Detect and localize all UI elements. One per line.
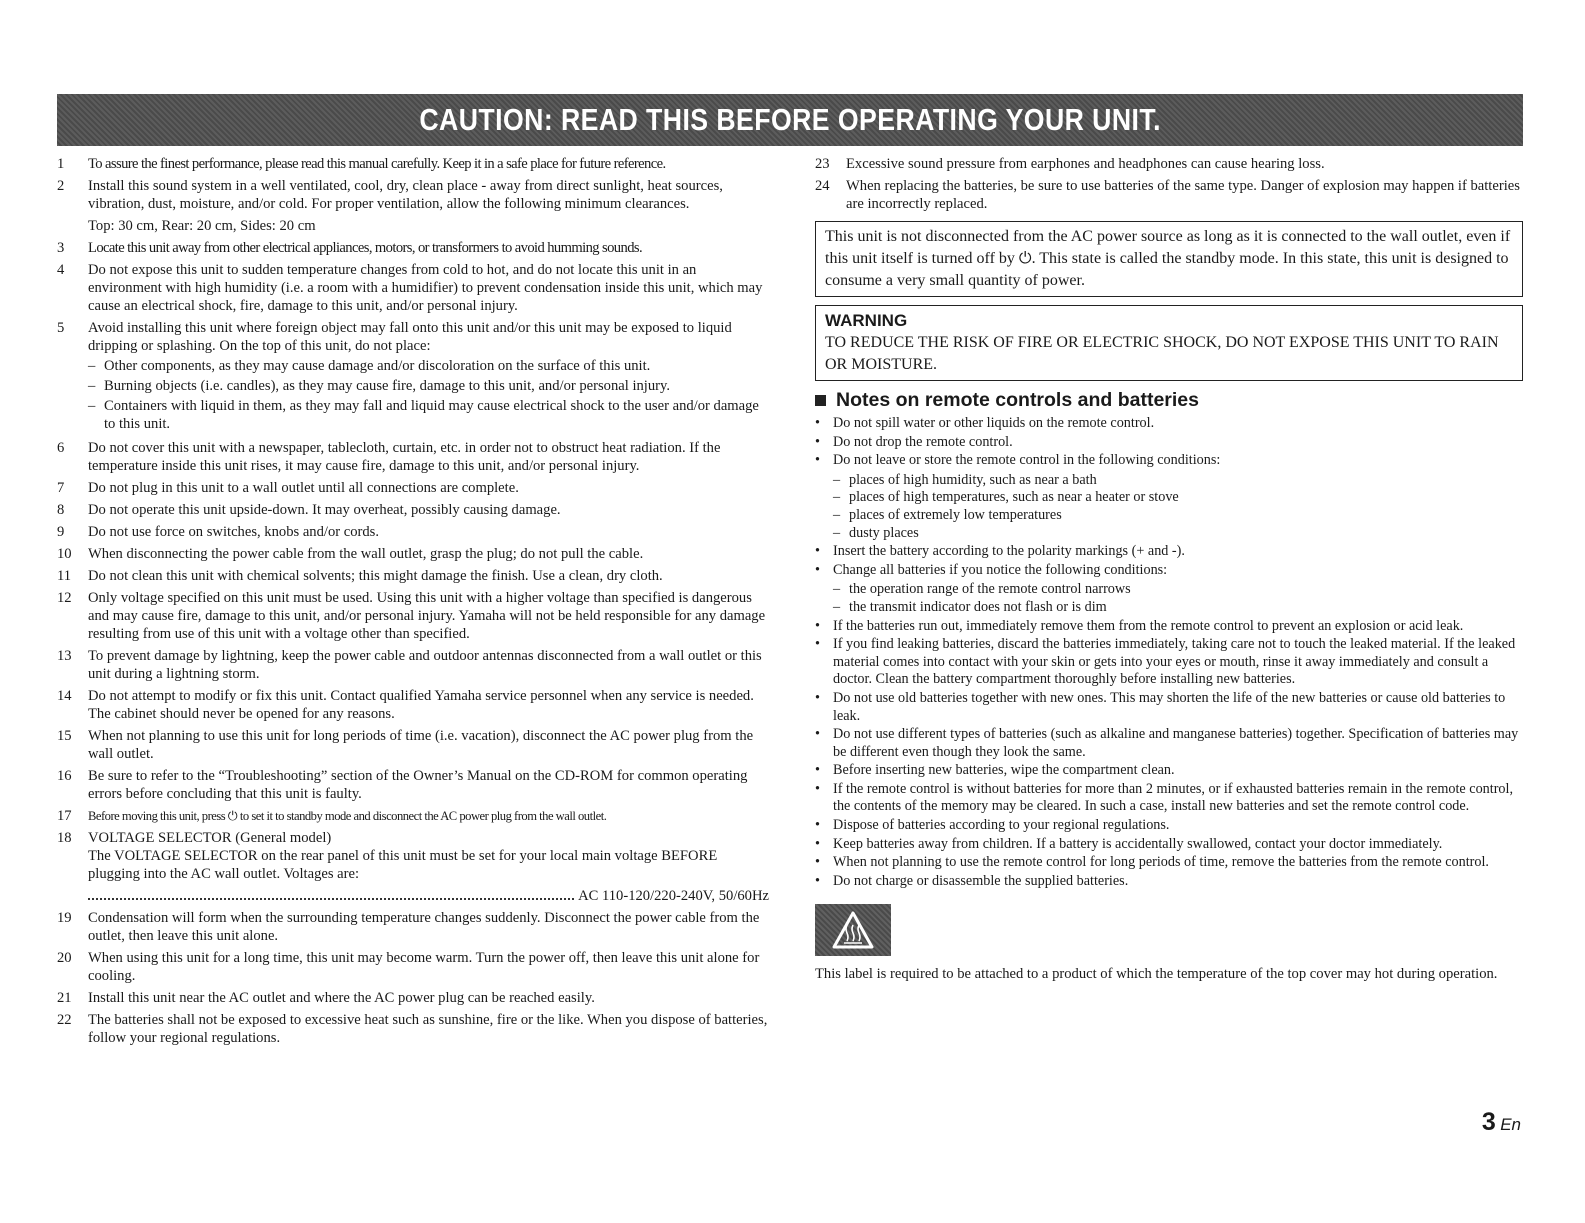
item-text: Only voltage specified on this unit must be used. Using this unit with a higher voltage than specified is dangerous and may cause fire, damage to this unit, and/or personal injury. Yamaha will not be held responsible for any damage resulting from use of this unit with a voltage other than specified. [88,590,766,642]
note-text: If you find leaking batteries, discard the batteries immediately, taking care not to touch the leaked material. If the leaked material comes into contact with your skin or gets into your eyes or mouth, rinse it away immediately and consult a doctor. Clean the battery compartment thoroughly before installing new batteries. [833,636,1516,688]
page-number [1482,1108,1521,1137]
item-text: Install this unit near the AC outlet and where the AC power plug can be reached easily. [88,990,595,1006]
sub-list-item: – dusty places [833,524,919,541]
page-language: En [1500,1115,1521,1134]
list-item [57,523,769,541]
list-item [57,647,769,683]
voltage-value: AC 110-120/220-240V, 50/60Hz [578,888,769,904]
item-number: 7 [57,480,65,496]
sub-list [88,357,769,433]
item-text: Locate this unit away from other electrical appliances, motors, or transformers to avoid humming sounds. [88,240,643,256]
sub-list-item: – Other components, as they may cause damage and/or discoloration on the surface of this unit. [88,358,651,374]
list-item: • Do not charge or disassemble the supplied batteries. [815,872,1129,889]
list-item: • Do not drop the remote control. [815,433,1013,450]
list-item [57,589,769,643]
list-item [57,949,769,985]
page-number-value: 3 [1481,1108,1496,1136]
sub-item-text: the operation range of the remote control narrows [849,581,1131,598]
list-item [57,807,769,825]
item-text: When replacing the batteries, be sure to use batteries of the same type. Danger of explosion may happen if batteries are incorrectly replaced. [846,178,1520,212]
item-text: Do not plug in this unit to a wall outlet until all connections are complete. [88,480,519,496]
standby-notice-box [815,221,1523,297]
item-number: 21 [57,990,72,1006]
list-item: • Keep batteries away from children. If a battery is accidentally swallowed, contact your doctor immediately. [815,835,1443,852]
note-text: Before inserting new batteries, wipe the compartment clean. [833,762,1175,779]
list-item [57,909,769,945]
note-text: When not planning to use the remote control for long periods of time, remove the batteries from the remote control. [833,854,1489,871]
list-item [57,767,769,803]
list-item: • Dispose of batteries according to your regional regulations. [815,817,1170,834]
list-item: • If the remote control is without batteries for more than 2 minutes, or if exhausted batteries remain in the remote control, the contents of the memory may be cleared. In such a case, install new batteries and set the remote control code. [815,781,1523,816]
sub-list [833,581,1167,616]
sub-item-text: Other components, as they may cause damage and/or discoloration on the surface of this unit. [104,358,651,374]
item-number: 17 [57,808,72,824]
item-number: 13 [57,648,72,664]
voltage-selector-text: The VOLTAGE SELECTOR on the rear panel of this unit must be set for your local main voltage BEFORE plugging into the AC wall outlet. Voltages are: [88,848,718,882]
list-item [57,155,769,173]
notes-list [815,415,1523,890]
list-item [57,567,769,585]
sub-item-text: dusty places [849,524,919,541]
note-text: Do not drop the remote control. [833,433,1013,450]
hot-surface-warning-icon [815,904,891,956]
list-item [57,261,769,315]
left-column [57,155,769,1051]
item-number: 22 [57,1012,72,1028]
item-number: 1 [57,156,65,172]
list-item: • When not planning to use the remote control for long periods of time, remove the batteries from the remote control. [815,854,1489,871]
sub-list-item: – Burning objects (i.e. candles), as they may cause fire, damage to this unit, and/or personal injury. [88,378,671,394]
heading-square-icon [815,395,826,406]
sub-item-text: places of high humidity, such as near a bath [849,471,1097,488]
item-text: Excessive sound pressure from earphones and headphones can cause hearing loss. [846,156,1325,172]
note-text: Change all batteries if you notice the following conditions: [833,561,1168,578]
item-number: 6 [57,440,65,456]
item-number: 11 [57,568,72,584]
item-number: 14 [57,688,72,704]
item-number: 2 [57,178,65,194]
list-item [57,439,769,475]
item-text: Condensation will form when the surrounding temperature changes suddenly. Disconnect the power cable from the outlet, then leave this unit alone. [88,910,760,944]
sub-list-item: – places of extremely low temperatures [833,506,1062,523]
item-number: 12 [57,590,72,606]
list-item [57,687,769,723]
sub-list-item: – the transmit indicator does not flash or is dim [833,598,1107,615]
item-text: Do not use force on switches, knobs and/or cords. [88,524,380,540]
list-item [57,501,769,519]
clearances-text: Top: 30 cm, Rear: 20 cm, Sides: 20 cm [88,218,316,234]
standby-notice-text: This unit is not disconnected from the AC power source as long as it is connected to the wall outlet, even if this unit itself is turned off by ⏻. This state is called the standby mode. In this state, this unit is designed to consume a very small quantity of power. [825,228,1511,289]
list-item [815,177,1523,213]
notes-heading [815,391,1523,409]
item-text: Do not clean this unit with chemical solvents; this might damage the finish. Use a clean, dry cloth. [88,568,663,584]
item-text: The batteries shall not be exposed to excessive heat such as sunshine, fire or the like. When you dispose of batteries, follow your regional regulations. [88,1012,768,1046]
item-text: VOLTAGE SELECTOR (General model) [88,830,332,846]
sub-item-text: places of high temperatures, such as near a heater or stove [849,489,1179,506]
item-number: 24 [815,178,830,194]
list-item [57,727,769,763]
note-text: If the remote control is without batteries for more than 2 minutes, or if exhausted batteries remain in the remote control, the contents of the memory may be cleared. In such a case, install new batteries and set the remote control code. [833,780,1514,815]
item-text: Do not cover this unit with a newspaper, tablecloth, curtain, etc. in order not to obstruct heat radiation. If the temperature inside this unit rises, it may cause fire, damage to this unit, and/or personal injury. [88,440,721,474]
warning-text: TO REDUCE THE RISK OF FIRE OR ELECTRIC SHOCK, DO NOT EXPOSE THIS UNIT TO RAIN OR MOISTURE. [825,334,1499,373]
list-item: • Change all batteries if you notice the following conditions: – the operation range of the remote control narrows – the transmit indicator does not flash or is dim [815,561,1168,615]
list-item [57,319,769,435]
sub-item-text: places of extremely low temperatures [849,506,1062,523]
item-text: Install this sound system in a well ventilated, cool, dry, clean place - away from direct sunlight, heat sources, vibration, dust, moisture, and/or cold. For proper ventilation, allow the following minimum clearances. [88,178,723,212]
list-item [815,155,1523,173]
list-item: • Do not use different types of batteries (such as alkaline and manganese batteries) together. Specification of batteries may be different even though they look the same. [815,726,1523,761]
item-number: 23 [815,156,830,172]
item-number: 20 [57,950,72,966]
sub-item-text: the transmit indicator does not flash or is dim [849,598,1107,615]
list-item: • Do not spill water or other liquids on the remote control. [815,415,1155,431]
note-text: Keep batteries away from children. If a battery is accidentally swallowed, contact your doctor immediately. [833,835,1443,852]
list-item [57,545,769,563]
item-number: 10 [57,546,72,562]
note-text: Do not spill water or other liquids on the remote control. [833,415,1155,431]
item-number: 9 [57,524,65,540]
warning-box [815,305,1523,381]
item-number: 15 [57,728,72,744]
list-item: • Insert the battery according to the polarity markings (+ and -). [815,543,1185,560]
item-text: When disconnecting the power cable from the wall outlet, grasp the plug; do not pull the cable. [88,546,644,562]
warning-title: WARNING [825,311,908,330]
sub-list-item: – places of high temperatures, such as near a heater or stove [833,489,1179,506]
note-text: Do not use different types of batteries (such as alkaline and manganese batteries) together. Specification of batteries may be different even though they look the same. [833,726,1519,760]
note-text: Insert the battery according to the polarity markings (+ and -). [833,543,1185,560]
item-number: 3 [57,240,65,256]
dot-leader [88,898,574,900]
notes-heading-text: Notes on remote controls and batteries [836,389,1199,411]
item-text: When using this unit for a long time, this unit may become warm. Turn the power off, then leave this unit alone for cooling. [88,950,760,984]
item-number: 8 [57,502,65,518]
note-text: If the batteries run out, immediately remove them from the remote control to prevent an explosion or acid leak. [833,617,1464,634]
list-item [57,989,769,1007]
item-number: 5 [57,320,65,336]
list-item: • If you find leaking batteries, discard the batteries immediately, taking care not to touch the leaked material. If the leaked material comes into contact with your skin or gets into your eyes or mouth, rinse it away immediately and consult a doctor. Clean the battery compartment thoroughly before installing new batteries. [815,636,1523,689]
sub-item-text: Containers with liquid in them, as they may fall and liquid may cause electrical shock to the user and/or damage to this unit. [104,398,759,432]
note-text: Do not charge or disassemble the supplied batteries. [833,872,1129,889]
item-text: When not planning to use this unit for long periods of time (i.e. vacation), disconnect the AC power plug from the wall outlet. [88,728,754,762]
item-text: Avoid installing this unit where foreign object may fall onto this unit and/or this unit may be exposed to liquid dripping or splashing. On the top of this unit, do not place: [88,320,732,354]
banner-title: CAUTION: READ THIS BEFORE OPERATING YOUR UNIT. [419,102,1161,137]
list-item [57,239,769,257]
list-item [57,829,769,905]
caution-banner [57,94,1523,146]
item-number: 4 [57,262,65,278]
sub-list [833,472,1220,542]
item-text: Be sure to refer to the “Troubleshooting” section of the Owner’s Manual on the CD-ROM for common operating errors before concluding that this unit is faulty. [88,768,748,802]
item-number: 18 [57,830,72,846]
list-item [57,177,769,235]
voltage-line [88,887,769,905]
item-number: 16 [57,768,72,784]
item-text: Do not attempt to modify or fix this unit. Contact qualified Yamaha service personnel when any service is needed. The cabinet should never be opened for any reasons. [88,688,754,722]
sub-item-text: Burning objects (i.e. candles), as they may cause fire, damage to this unit, and/or personal injury. [104,378,671,394]
list-item: • If the batteries run out, immediately remove them from the remote control to prevent an explosion or acid leak. [815,617,1464,634]
right-column [815,155,1523,984]
list-item [57,479,769,497]
note-text: Do not use old batteries together with new ones. This may shorten the life of the new batteries or cause old batteries to leak. [833,689,1506,724]
warning-triangle-icon [831,910,875,950]
item-text: To assure the finest performance, please read this manual carefully. Keep it in a safe place for future reference. [88,156,666,172]
list-item [57,1011,769,1047]
item-number: 19 [57,910,72,926]
note-text: Do not leave or store the remote control in the following conditions: [833,452,1221,469]
hot-surface-label-note: This label is required to be attached to a product of which the temperature of the top cover may hot during operation. [815,966,1498,983]
sub-list-item: – the operation range of the remote control narrows [833,581,1131,598]
item-text: To prevent damage by lightning, keep the power cable and outdoor antennas disconnected from a wall outlet or this unit during a lightning storm. [88,648,762,682]
list-item: • Do not leave or store the remote control in the following conditions: – places of high humidity, such as near a bath – places of high temperatures, such as near a heater or stove – places of extremely low temperatures – dusty places [815,452,1221,541]
sub-list-item: – places of high humidity, such as near a bath [833,471,1097,488]
list-item: • Do not use old batteries together with new ones. This may shorten the life of the new batteries or cause old batteries to leak. [815,690,1523,725]
item-text: Do not expose this unit to sudden temperature changes from cold to hot, and do not locate this unit in an environment with high humidity (i.e. a room with a humidifier) to prevent condensation inside this unit, which may cause an electrical shock, fire, damage to this unit, and/or personal injury. [88,262,763,314]
item-text: Do not operate this unit upside-down. It may overheat, possibly causing damage. [88,502,561,518]
item-text: Before moving this unit, press ⏻ to set it to standby mode and disconnect the AC power plug from the wall outlet. [88,809,607,823]
note-text: Dispose of batteries according to your regional regulations. [833,817,1170,834]
sub-list-item: – Containers with liquid in them, as they may fall and liquid may cause electrical shock to the user and/or damage to this unit. [88,397,769,433]
list-item: • Before inserting new batteries, wipe the compartment clean. [815,762,1175,779]
